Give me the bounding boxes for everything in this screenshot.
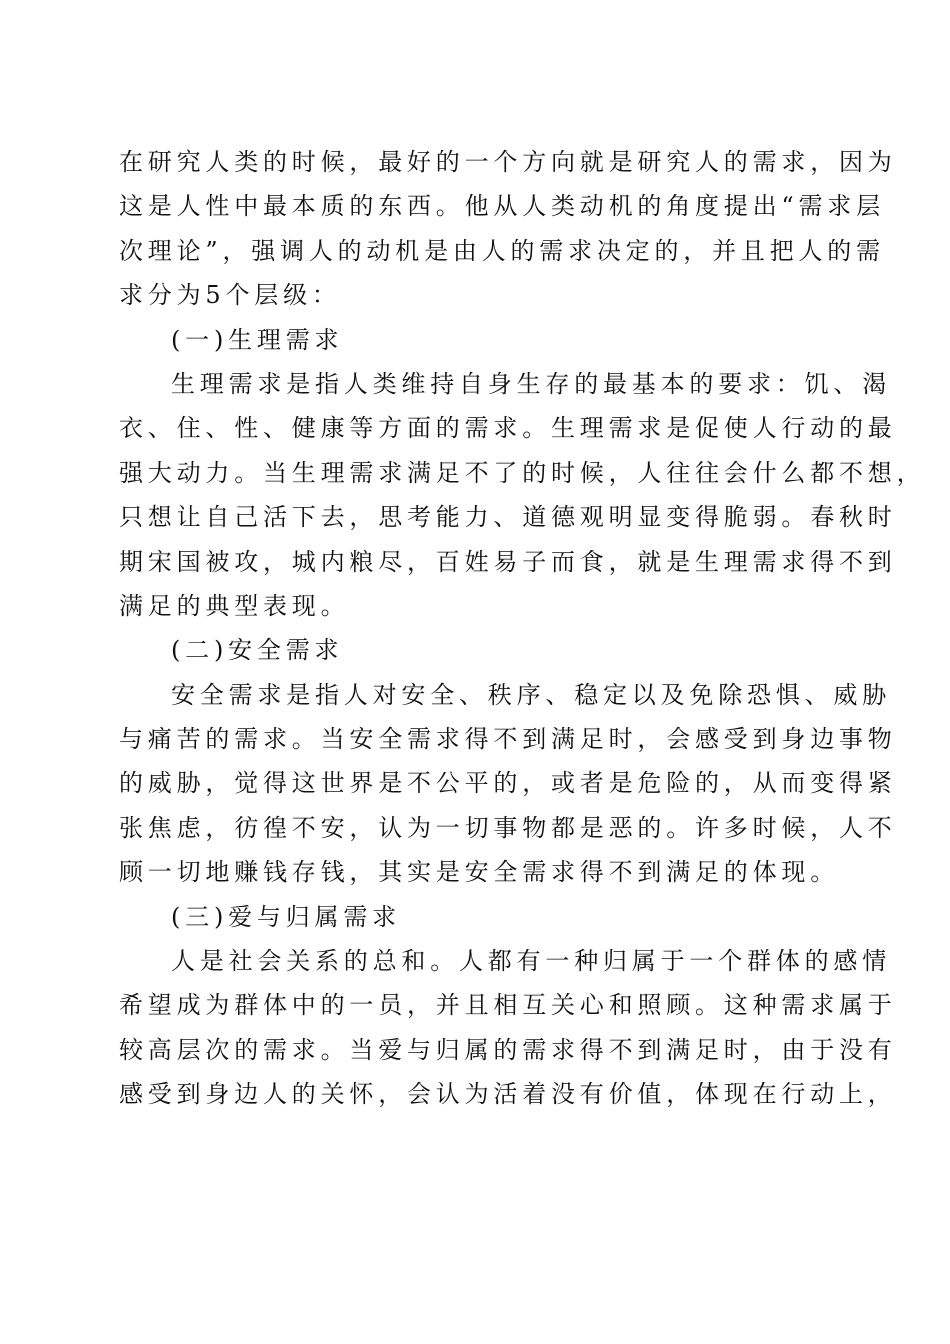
paragraph-safety (119, 673, 897, 895)
text-line: 只想让自己活下去，思考能力、道德观明显变得脆弱。春秋时 (119, 503, 897, 532)
text-line: 次理论”，强调人的动机是由人的需求决定的，并且把人的需 (119, 236, 885, 265)
section-heading-belonging (119, 895, 831, 939)
text-line: 人是社会关系的总和。人都有一种归属于一个群体的感情 (171, 947, 891, 976)
paragraph-physiological (119, 362, 926, 628)
text-line: 较高层次的需求。当爱与归属的需求得不到满足时，由于没有 (119, 1035, 897, 1064)
text-line: 顾一切地赚钱存钱，其实是安全需求得不到满足的体现。 (119, 858, 839, 887)
paragraph-belonging (119, 939, 897, 1117)
heading-text: (二)安全需求 (171, 636, 344, 665)
text-line: 这是人性中最本质的东西。他从人类动机的角度提出“需求层 (119, 192, 885, 221)
text-line: 安全需求是指人对安全、秩序、稳定以及免除恐惧、威胁 (171, 680, 891, 709)
text-line: 感受到身边人的关怀，会认为活着没有价值，体现在行动上， (119, 1080, 897, 1109)
text-line: 在研究人类的时候，最好的一个方向就是研究人的需求，因为 (119, 148, 897, 176)
paragraph-intro (119, 140, 897, 318)
text-line: 与痛苦的需求。当安全需求得不到满足时，会感受到身边事物 (119, 725, 897, 754)
heading-text: (三)爱与归属需求 (171, 902, 401, 931)
text-line: 生理需求是指人类维持自身生存的最基本的要求：饥、渴 (171, 369, 891, 398)
text-line: 强大动力。当生理需求满足不了的时候，人往往会什么都不想， (119, 458, 926, 487)
document-page (119, 140, 926, 1117)
text-line: 求分为5个层级： (119, 281, 341, 310)
text-line: 希望成为群体中的一员，并且相互关心和照顾。这种需求属于 (119, 991, 897, 1020)
text-line: 衣、住、性、健康等方面的需求。生理需求是促使人行动的最 (119, 414, 897, 443)
text-line: 期宋国被攻，城内粮尽，百姓易子而食，就是生理需求得不到 (119, 547, 897, 576)
text-line: 的威胁，觉得这世界是不公平的，或者是危险的，从而变得紧 (119, 769, 897, 798)
section-heading-physiological (119, 318, 831, 362)
heading-text: (一)生理需求 (171, 325, 344, 354)
text-line: 满足的典型表现。 (119, 591, 350, 620)
section-heading-safety (119, 628, 831, 672)
text-line: 张焦虑，彷徨不安，认为一切事物都是恶的。许多时候，人不 (119, 813, 897, 842)
